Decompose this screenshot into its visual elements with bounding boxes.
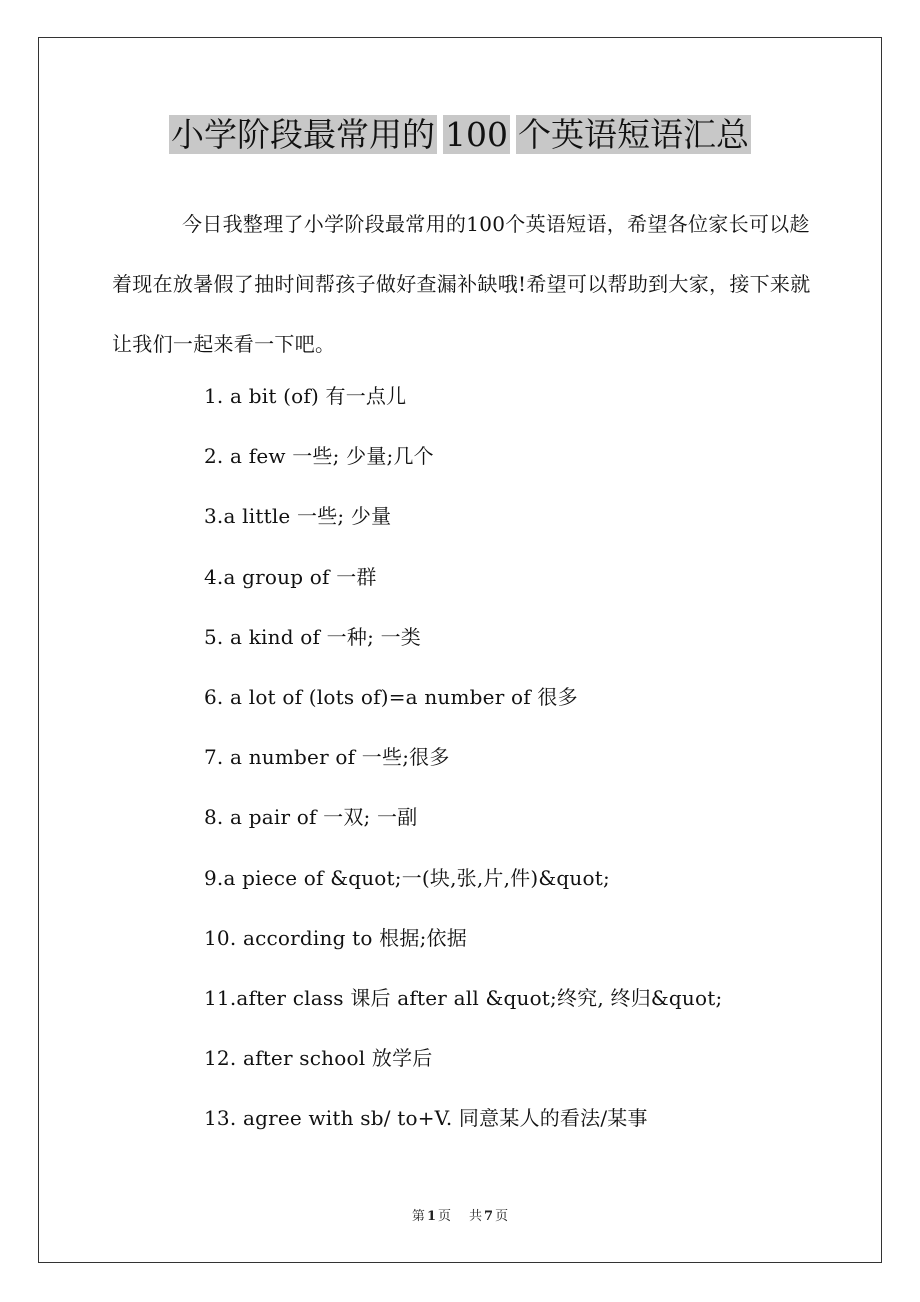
list-item: 1. a bit (of) 有一点儿 <box>204 384 407 408</box>
title-part-3: 个英语短语汇总 <box>518 115 749 154</box>
list-item: 10. according to 根据;依据 <box>204 925 467 950</box>
page-footer <box>0 1205 920 1224</box>
list-item: 4.a group of 一群 <box>204 564 377 589</box>
list-item: 11.after class 课后 after all &quot;终究, 终归&quot; <box>204 985 723 1010</box>
list-item: 13. agree with sb/ to+V. 同意某人的看法/某事 <box>204 1106 648 1131</box>
list-item: 5. a kind of 一种; 一类 <box>204 624 421 649</box>
list-item: 8. a pair of 一双; 一副 <box>204 805 418 830</box>
title-container <box>0 112 920 158</box>
list-item: 2. a few 一些; 少量;几个 <box>204 444 434 469</box>
page-title <box>169 112 751 158</box>
footer-total-prefix: 共 <box>469 1209 483 1224</box>
list-item: 3.a little 一些; 少量 <box>204 504 392 529</box>
list-item: 7. a number of 一些;很多 <box>204 745 450 770</box>
footer-total-pages: 7 <box>484 1209 494 1224</box>
footer-page-prefix: 第 <box>411 1209 425 1224</box>
footer-page-suffix: 页 <box>437 1209 451 1224</box>
title-part-1: 小学阶段最常用的 <box>171 115 435 154</box>
intro-paragraph: 今日我整理了小学阶段最常用的100个英语短语，希望各位家长可以趁着现在放暑假了抽时间帮孩子做好查漏补缺哦!希望可以帮助到大家，接下来就让我们一起来看一下吧。 <box>112 212 811 356</box>
title-part-2: 100 <box>445 115 508 154</box>
list-item: 6. a lot of (lots of)=a number of 很多 <box>204 684 578 709</box>
footer-page-number: 1 <box>426 1209 436 1224</box>
footer-total-suffix: 页 <box>495 1209 509 1224</box>
list-item: 12. after school 放学后 <box>204 1046 433 1071</box>
list-item: 9.a piece of &quot;一(块,张,片,件)&quot; <box>204 865 610 890</box>
phrase-list <box>204 366 722 1148</box>
